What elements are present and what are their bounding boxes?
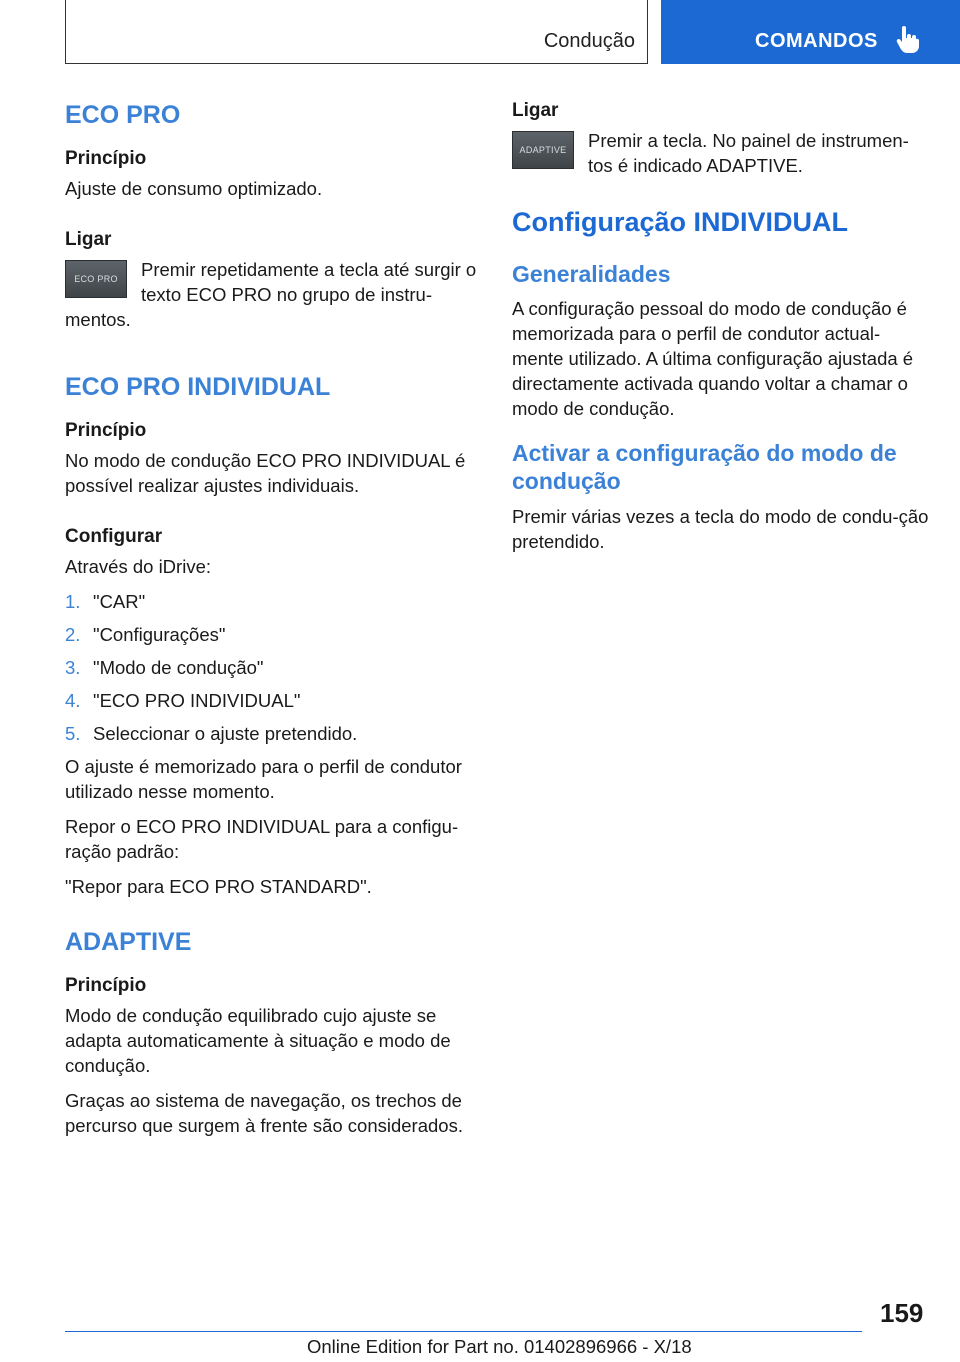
header-section-label: Condução xyxy=(543,30,635,52)
eco-pro-principio-text: Ajuste de consumo optimizado. xyxy=(65,178,323,199)
left-column xyxy=(65,100,480,1148)
list-item: 2. "Configurações" xyxy=(65,624,226,645)
header-section-tab xyxy=(65,0,648,64)
adaptive-heading: ADAPTIVE xyxy=(65,928,192,956)
header-chapter-label: COMANDOS xyxy=(755,30,878,52)
adaptive-ligar-row xyxy=(512,128,930,178)
eco-pro-button-image: ECO PRO xyxy=(65,260,127,298)
individual-note-2: Repor o ECO PRO INDIVIDUAL para a configu-ração padrão: xyxy=(65,816,459,862)
right-column xyxy=(512,100,930,564)
adaptive-text-2: Graças ao sistema de navegação, os trechos de percurso que surgem à frente são considerados. xyxy=(65,1090,463,1136)
adaptive-button-image: ADAPTIVE xyxy=(512,131,574,169)
eco-pro-individual-principio-text: No modo de condução ECO PRO INDIVIDUAL é possível realizar ajustes individuais. xyxy=(65,450,466,496)
configurar-steps xyxy=(65,589,480,746)
eco-pro-ligar-text: Premir repetidamente a tecla até surgir o texto ECO PRO no grupo de instru-mentos. xyxy=(65,259,477,330)
list-item: 4. "ECO PRO INDIVIDUAL" xyxy=(65,690,301,711)
eco-pro-ligar-row xyxy=(65,257,480,332)
configurar-label: Configurar xyxy=(65,526,163,547)
eco-pro-individual-principio-label: Princípio xyxy=(65,420,147,441)
eco-pro-individual-heading: ECO PRO INDIVIDUAL xyxy=(65,373,331,401)
individual-note-1: O ajuste é memorizado para o perfil de condutor utilizado nesse momento. xyxy=(65,756,462,802)
config-individual-heading: Configuração INDIVIDUAL xyxy=(512,207,849,237)
adaptive-ligar-label: Ligar xyxy=(512,100,559,121)
header-chapter-tab[interactable] xyxy=(661,0,960,64)
list-item: 3. "Modo de condução" xyxy=(65,657,264,678)
activar-text: Premir várias vezes a tecla do modo de condu-ção pretendido. xyxy=(512,505,929,552)
generalidades-text: A configuração pessoal do modo de condução é memorizada para o perfil de condutor actual-mente utilizado. A última configuração ajustada é directamente activada quando voltar a chamar o modo de condução. xyxy=(512,298,914,420)
eco-pro-principio-label: Princípio xyxy=(65,148,147,169)
activar-heading: Activar a configuração do modo de condução xyxy=(512,440,897,495)
footer-edition-text: Online Edition for Part no. 01402896966 - X/18 xyxy=(307,1336,692,1357)
adaptive-text-1: Modo de condução equilibrado cujo ajuste se adapta automaticamente à situação e modo de condução. xyxy=(65,1005,451,1076)
configurar-intro: Através do iDrive: xyxy=(65,556,211,577)
footer-divider xyxy=(65,1331,862,1332)
eco-pro-heading: ECO PRO xyxy=(65,101,181,129)
page-number: 159 xyxy=(880,1298,924,1328)
list-item: 5. Seleccionar o ajuste pretendido. xyxy=(65,723,358,744)
adaptive-principio-label: Princípio xyxy=(65,975,147,996)
list-item: 1. "CAR" xyxy=(65,591,146,612)
pointing-hand-icon xyxy=(896,26,920,54)
generalidades-heading: Generalidades xyxy=(512,261,671,288)
eco-pro-ligar-label: Ligar xyxy=(65,229,112,250)
adaptive-ligar-text: Premir a tecla. No painel de instrumen-tos é indicado ADAPTIVE. xyxy=(588,130,909,176)
individual-note-3: "Repor para ECO PRO STANDARD". xyxy=(65,876,372,897)
